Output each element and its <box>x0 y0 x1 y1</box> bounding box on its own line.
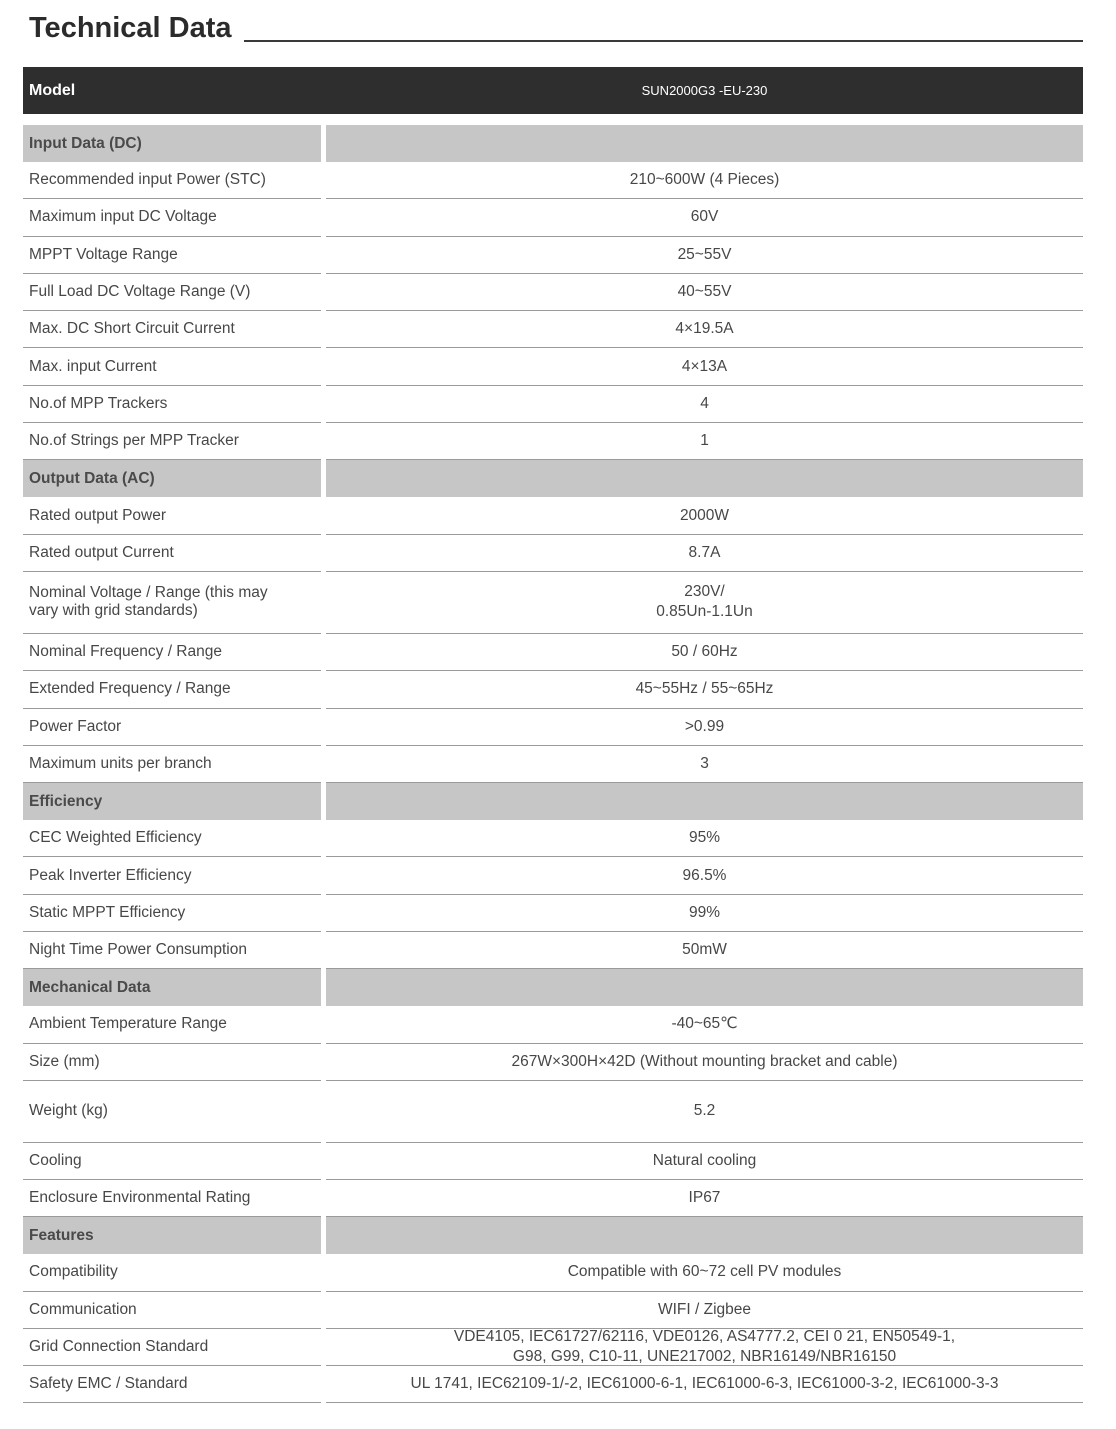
spec-value: >0.99 <box>326 709 1083 746</box>
spec-value: 40~55V <box>326 274 1083 311</box>
section-fill <box>326 783 1083 820</box>
spec-label: MPPT Voltage Range <box>23 237 321 274</box>
spec-row <box>23 497 1083 534</box>
section-fill <box>326 1217 1083 1254</box>
spec-row <box>23 709 1083 746</box>
title-underline <box>244 40 1083 42</box>
spec-row <box>23 1180 1083 1217</box>
spec-value: 4×13A <box>326 348 1083 385</box>
spec-row <box>23 857 1083 894</box>
spec-label: CEC Weighted Efficiency <box>23 820 321 857</box>
spec-label: Cooling <box>23 1143 321 1180</box>
spec-label: Recommended input Power (STC) <box>23 162 321 199</box>
spec-row <box>23 1292 1083 1329</box>
spec-row <box>23 535 1083 572</box>
spec-label: Ambient Temperature Range <box>23 1006 321 1043</box>
spec-value: 5.2 <box>326 1081 1083 1143</box>
section-header <box>23 969 1083 1006</box>
page-header <box>29 10 1083 46</box>
section-title: Mechanical Data <box>23 969 321 1006</box>
spec-row <box>23 820 1083 857</box>
spec-label: Max. DC Short Circuit Current <box>23 311 321 348</box>
section-title: Input Data (DC) <box>23 125 321 162</box>
spec-label: Rated output Current <box>23 535 321 572</box>
section-title: Features <box>23 1217 321 1254</box>
spec-table <box>23 125 1083 1403</box>
spec-row <box>23 423 1083 460</box>
spec-row <box>23 895 1083 932</box>
spec-value: 50mW <box>326 932 1083 969</box>
spec-label: Peak Inverter Efficiency <box>23 857 321 894</box>
spec-row <box>23 199 1083 236</box>
spec-label: Weight (kg) <box>23 1081 321 1143</box>
spec-value: Natural cooling <box>326 1143 1083 1180</box>
spec-row <box>23 1143 1083 1180</box>
spec-value: 1 <box>326 423 1083 460</box>
spec-row <box>23 1366 1083 1403</box>
section-header <box>23 1217 1083 1254</box>
spec-label: Compatibility <box>23 1254 321 1291</box>
spec-value: 2000W <box>326 497 1083 534</box>
spec-label: Maximum units per branch <box>23 746 321 783</box>
spec-row <box>23 386 1083 423</box>
spec-label: Safety EMC / Standard <box>23 1366 321 1403</box>
spec-row <box>23 634 1083 671</box>
spec-row <box>23 162 1083 199</box>
spec-label: Full Load DC Voltage Range (V) <box>23 274 321 311</box>
section-header <box>23 460 1083 497</box>
spec-label: Max. input Current <box>23 348 321 385</box>
spec-value: 25~55V <box>326 237 1083 274</box>
spec-value: 267W×300H×42D (Without mounting bracket and cable) <box>326 1044 1083 1081</box>
spec-value: 8.7A <box>326 535 1083 572</box>
section-fill <box>326 125 1083 162</box>
spec-row <box>23 1044 1083 1081</box>
spec-row <box>23 746 1083 783</box>
spec-row <box>23 348 1083 385</box>
model-header-row <box>23 67 1083 114</box>
model-value: SUN2000G3 -EU-230 <box>641 83 768 98</box>
spec-value: 4 <box>326 386 1083 423</box>
spec-value: 230V/ 0.85Un-1.1Un <box>326 572 1083 634</box>
spec-label: Nominal Voltage / Range (this may vary with grid standards) <box>23 572 321 634</box>
page-title: Technical Data <box>29 12 232 44</box>
spec-value: -40~65℃ <box>326 1006 1083 1043</box>
spec-value: 4×19.5A <box>326 311 1083 348</box>
spec-value: 99% <box>326 895 1083 932</box>
section-header <box>23 125 1083 162</box>
spec-row <box>23 274 1083 311</box>
spec-label: Grid Connection Standard <box>23 1329 321 1366</box>
spec-value: 95% <box>326 820 1083 857</box>
spec-value: IP67 <box>326 1180 1083 1217</box>
spec-label: No.of Strings per MPP Tracker <box>23 423 321 460</box>
spec-row <box>23 671 1083 708</box>
spec-value: 3 <box>326 746 1083 783</box>
spec-row <box>23 311 1083 348</box>
spec-row <box>23 1254 1083 1291</box>
spec-value: 45~55Hz / 55~65Hz <box>326 671 1083 708</box>
section-fill <box>326 969 1083 1006</box>
spec-row <box>23 1329 1083 1366</box>
spec-label: Extended Frequency / Range <box>23 671 321 708</box>
spec-row <box>23 1081 1083 1143</box>
section-title: Efficiency <box>23 783 321 820</box>
spec-label: Nominal Frequency / Range <box>23 634 321 671</box>
spec-row <box>23 932 1083 969</box>
spec-value: Compatible with 60~72 cell PV modules <box>326 1254 1083 1291</box>
spec-value: VDE4105, IEC61727/62116, VDE0126, AS4777.2, CEI 0 21, EN50549-1, G98, G99, C10-11, UNE217002, NBR16149/NBR16150 <box>326 1329 1083 1366</box>
spec-row <box>23 572 1083 634</box>
spec-label: Communication <box>23 1292 321 1329</box>
spec-value: 60V <box>326 199 1083 236</box>
spec-value: WIFI / Zigbee <box>326 1292 1083 1329</box>
spec-value: 96.5% <box>326 857 1083 894</box>
spec-value: UL 1741, IEC62109-1/-2, IEC61000-6-1, IEC61000-6-3, IEC61000-3-2, IEC61000-3-3 <box>326 1366 1083 1403</box>
section-header <box>23 783 1083 820</box>
spec-label: Power Factor <box>23 709 321 746</box>
spec-label: No.of MPP Trackers <box>23 386 321 423</box>
spec-row <box>23 237 1083 274</box>
section-title: Output Data (AC) <box>23 460 321 497</box>
spec-label: Static MPPT Efficiency <box>23 895 321 932</box>
model-label: Model <box>29 82 76 99</box>
spec-value: 210~600W (4 Pieces) <box>326 162 1083 199</box>
spec-label: Night Time Power Consumption <box>23 932 321 969</box>
section-fill <box>326 460 1083 497</box>
spec-row <box>23 1006 1083 1043</box>
spec-label: Maximum input DC Voltage <box>23 199 321 236</box>
spec-value: 50 / 60Hz <box>326 634 1083 671</box>
spec-label: Size (mm) <box>23 1044 321 1081</box>
spec-label: Enclosure Environmental Rating <box>23 1180 321 1217</box>
spec-label: Rated output Power <box>23 497 321 534</box>
